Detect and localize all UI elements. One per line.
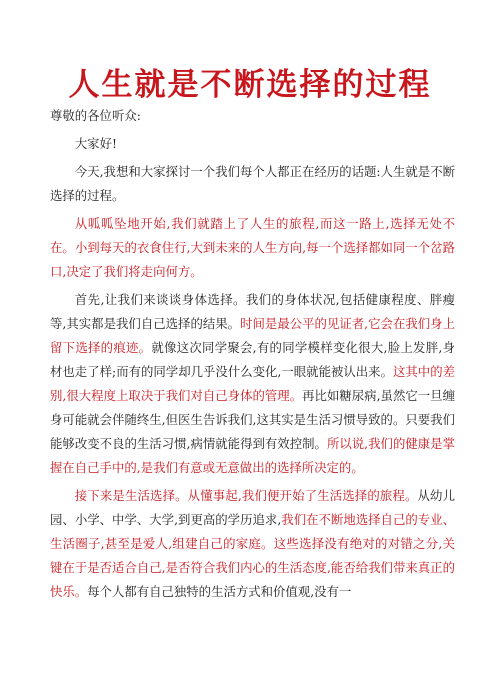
text-segment-highlight: 接下来是生活选择。从懂事起,我们便开始了生活选择的旅程。: [74, 488, 418, 503]
text-segment: 就像这次同学聚会,有的同学模样变化很大,脸上发胖,身材也走了样;而有的同学却几乎没什么变化,一眼就能被认出来。: [50, 340, 455, 379]
text-segment-highlight: 这其中的差别,很大程度上取决于我们对自己身体的管理。: [50, 364, 455, 403]
text-segment: 从幼儿园、小学、中学、大学,到更高的学历追求,: [50, 488, 455, 527]
text-segment-highlight: 我们在不断地选择自己的专业、生活圈子,甚至是爱人,组建自己的家庭。: [50, 512, 455, 551]
document-body: [50, 104, 455, 604]
paragraph-choices-everywhere: 从呱呱坠地开始,我们就踏上了人生的旅程,而这一路上,选择无处不在。小到每天的衣食住行,大到未来的人生方向,每一个选择都如同一个岔路口,决定了我们将走向何方。: [50, 216, 455, 279]
text-segment-highlight: 这些选择没有绝对的对错之分,关键在于是否适合自己,是否符合我们内心的生活态度,能否给我们带来真正的快乐。: [50, 536, 455, 599]
document-title: 人生就是不断选择的过程: [68, 66, 432, 103]
text-segment-highlight: 时间是最公平的见证者,它会在我们身上留下选择的痕迹。: [50, 316, 455, 355]
paragraph-body-choice: [50, 288, 455, 480]
greeting: 大家好!: [74, 136, 117, 151]
text-segment: 再比如糖尿病,虽然它一旦缠身可能就会伴随终生,但医生告诉我们,这其实是生活习惯导致的。只要我们能够改变不良的生活习惯,病情就能得到有效控制。: [50, 388, 455, 451]
text-segment-highlight: 所以说,我们的健康是掌握在自己手中的,是我们有意或无意做出的选择所决定的。: [50, 436, 455, 475]
salutation: 尊敬的各位听众:: [50, 108, 141, 123]
text-segment: 每个人都有自己独特的生活方式和价值观,没有一: [87, 584, 352, 599]
paragraph-life-choice: [50, 484, 455, 604]
paragraph-intro: 今天,我想和大家探讨一个我们每个人都正在经历的话题:人生就是不断选择的过程。: [50, 164, 455, 203]
text-segment: 首先,让我们来谈谈身体选择。我们的身体状况,包括健康程度、胖瘦等,其实都是我们自己选择的结果。: [50, 292, 455, 331]
